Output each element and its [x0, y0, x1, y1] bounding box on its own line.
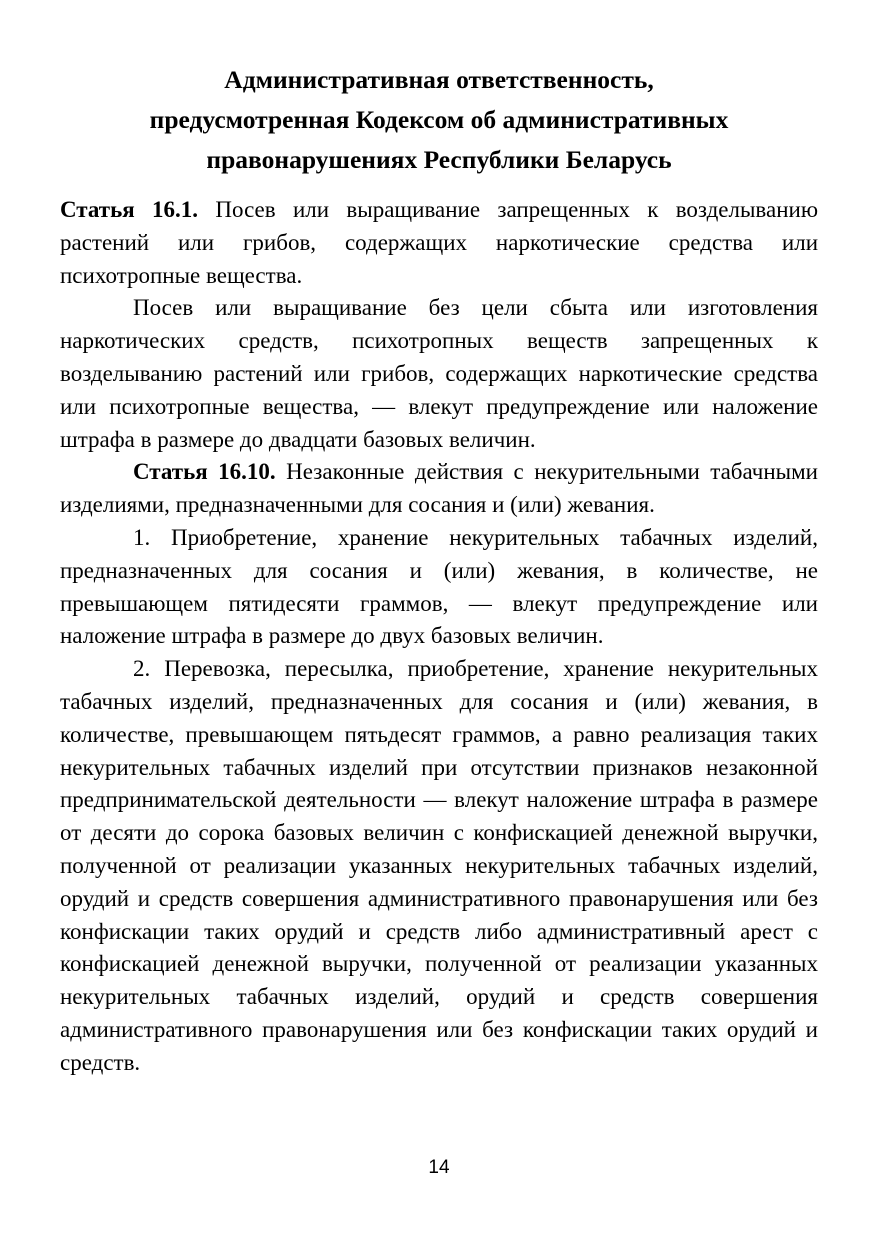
article-16-10-heading	[60, 456, 818, 522]
title-line-3: правонарушениях Республики Беларусь	[206, 145, 672, 174]
article-16-10-part-2: 2. Перевозка, пересылка, приобретение, хранение некурительных табачных изделий, предназначенных для сосания и (или) жевания, в количестве, превышающем пятьдесят граммов, а равно реализация таких некурительных табачных изделий при отсутствии признаков незаконной предпринимательской деятельности — влекут наложение штрафа в размере от десяти до сорока базовых величин с конфискацией денежной выручки, полученной от реализации указанных некурительных табачных изделий, орудий и средств совершения административного правонарушения или без конфискации таких орудий и средств либо административный арест с конфискацией денежной выручки, полученной от реализации указанных некурительных табачных изделий, орудий и средств совершения административного правонарушения или без конфискации таких орудий и средств.	[60, 656, 818, 1075]
title-line-1: Административная ответственность,	[224, 65, 654, 94]
document-title	[60, 60, 818, 180]
article-16-1-heading-text: Посев или выращивание запрещенных к возделыванию растений или грибов, содержащих наркотические средства или психотропные вещества.	[60, 197, 818, 288]
title-line-2: предусмотренная Кодексом об административных	[149, 105, 729, 134]
article-16-1-text: Посев или выращивание без цели сбыта или изготовления наркотических средств, психотропных веществ запрещенных к возделыванию растений или грибов, содержащих наркотические средства или психотропные вещества, — влекут предупреждение или наложение штрафа в размере до двадцати базовых величин.	[60, 295, 818, 452]
article-16-1-label: Статья 16.1.	[60, 197, 199, 222]
article-16-10-part-1: 1. Приобретение, хранение некурительных табачных изделий, предназначенных для сосания и (или) жевания, в количестве, не превышающем пятидесяти граммов, — влекут предупреждение или наложение штрафа в размере до двух базовых величин.	[60, 524, 818, 649]
article-16-1-heading	[60, 194, 818, 292]
page-number: 14	[428, 1157, 450, 1178]
article-16-10-heading-text: Незаконные действия с некурительными табачными изделиями, предназначенными для сосания и (или) жевания.	[60, 459, 818, 518]
document-body	[60, 194, 818, 1080]
article-16-10-label: Статья 16.10.	[133, 459, 276, 485]
